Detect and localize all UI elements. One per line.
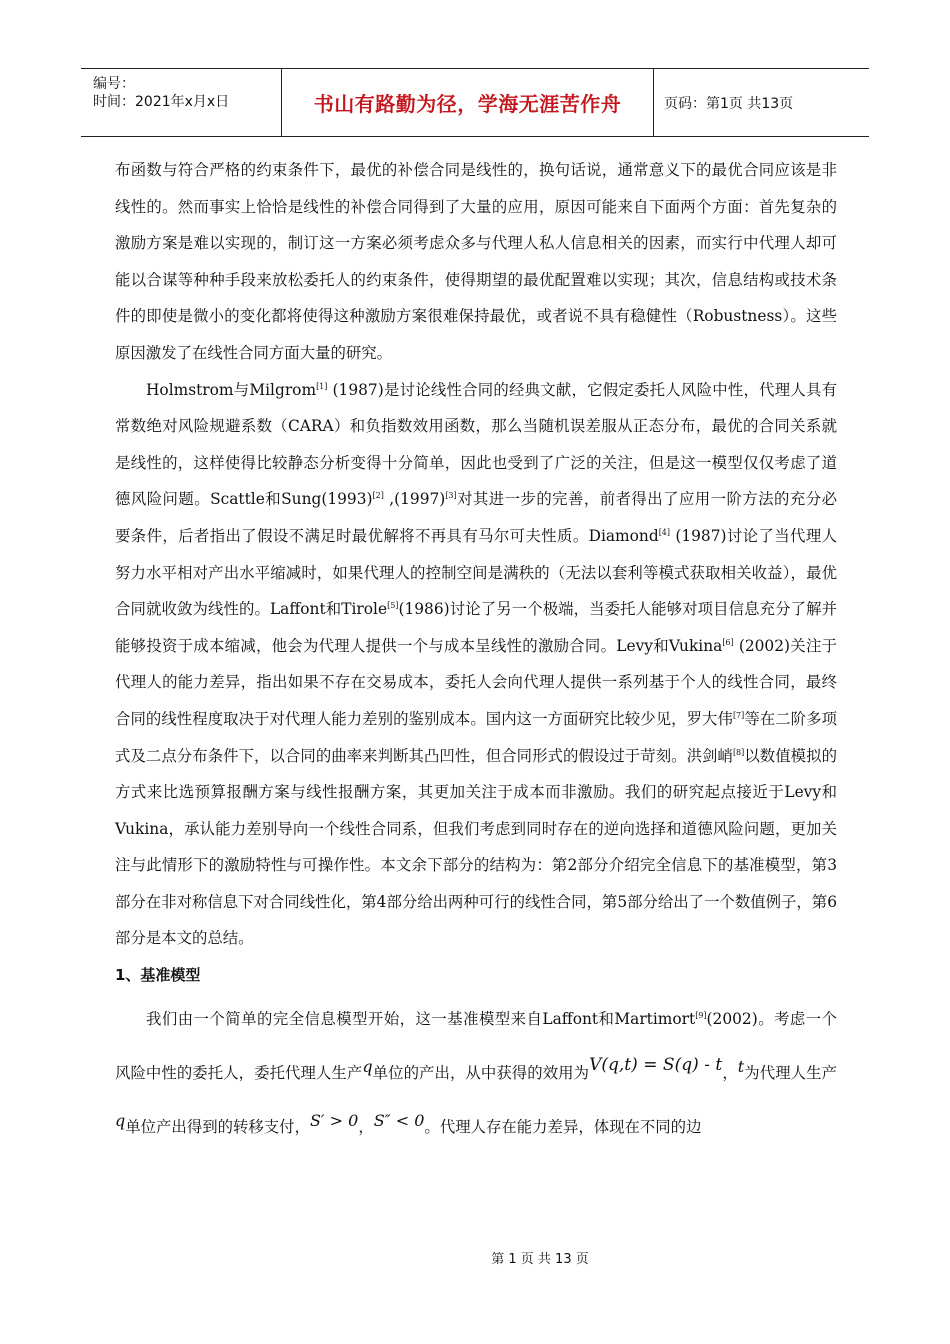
- text-run: Holmstrom与Milgrom: [146, 380, 317, 399]
- math-utility-formula: V(q,t) = S(q) - t: [589, 1055, 723, 1076]
- text-run: ，: [358, 1118, 374, 1137]
- header-info-cell: [81, 69, 282, 136]
- reference-6: [6]: [722, 637, 734, 647]
- motto-text: 书山有路勤为径，学海无涯苦作舟: [313, 92, 622, 116]
- paragraph-2: [115, 372, 837, 958]
- text-run: 单位的产出，从中获得的效用为: [372, 1064, 590, 1083]
- paragraph-3: [115, 993, 837, 1154]
- reference-4: [4]: [658, 527, 671, 537]
- text-run: 为代理人生产: [744, 1064, 837, 1083]
- text-run: (1987)讨论了当代理人努力水平相对产出水平缩减时，如果代理人的控制空间是满秩的（无法以套利等模式获取相关收益），最优合同就收敛为线性的。Laffont和Tirole: [115, 526, 838, 619]
- math-q: q: [115, 1111, 126, 1131]
- section-heading: 1、基准模型: [115, 966, 201, 985]
- document-time-label: 时间：2021年x月x日: [93, 94, 230, 110]
- text-run: (1987)是讨论线性合同的经典文献，它假定委托人风险中性，代理人具有常数绝对风险规避系数（CARA）和负指数效用函数，那么当随机误差服从正态分布，最优的合同关系就是线性的，这样使得比较静态分析变得十分简单，因此也受到了广泛的关注，但是这一模型仅仅考虑了道德风险问题。Scattle和Sung(1993): [115, 380, 837, 509]
- document-body: [115, 152, 837, 1154]
- text-run: 对其进一步的完善，前者得出了应用一阶方法的充分必要条件，后者指出了假设不满足时最优解将不再具有马尔可夫性质。Diamond: [115, 490, 837, 545]
- text-run: 。代理人存在能力差异，体现在不同的边: [424, 1118, 702, 1137]
- reference-2: [2]: [372, 491, 384, 501]
- math-q: q: [362, 1057, 373, 1077]
- header-page-cell: [654, 69, 869, 136]
- text-run: ，: [722, 1064, 738, 1083]
- text-run: 以数值模拟的方式来比选预算报酬方案与线性报酬方案，其更加关注于成本而非激励。我们的研究起点接近于Levy和Vukina，承认能力差别导向一个线性合同系，但我们考虑到同时存在的逆向选择和道德风险问题，更加关注与此情形下的激励特性与可操作性。本文余下部分的结构为：第2部分介绍完全信息下的基准模型，第3部分在非对称信息下对合同线性化，第4部分给出两种可行的线性合同，第5部分给出了一个数值例子，第6部分是本文的总结。: [115, 746, 837, 948]
- reference-1: [1]: [316, 381, 328, 391]
- reference-9: [9]: [695, 1011, 707, 1021]
- math-s-prime: S′ > 0: [309, 1111, 359, 1131]
- text-run: ,(1997): [383, 490, 446, 509]
- math-t: t: [737, 1057, 745, 1077]
- text-run: (1986)讨论了另一个极端，当委托人能够对项目信息充分了解并能够投资于成本缩减，他会为代理人提供一个与成本呈线性的激励合同。Levy和Vukina: [115, 600, 837, 655]
- page-footer: 第 1 页 共 13 页: [491, 1252, 589, 1267]
- reference-8: [8]: [732, 747, 745, 757]
- math-s-double-prime: S″ < 0: [373, 1111, 425, 1131]
- reference-3: [3]: [445, 491, 457, 501]
- text-run: (2002)。考虑一个风险中性的委托人，委托代理人生产: [115, 1010, 837, 1083]
- document-number-label: 编号：: [93, 76, 135, 92]
- header-motto-cell: [282, 69, 654, 136]
- paragraph-1: 布函数与符合严格的约束条件下，最优的补偿合同是线性的，换句话说，通常意义下的最优合同应该是非线性的。然而事实上恰恰是线性的补偿合同得到了大量的应用，原因可能来自下面两个方面：首先复杂的激励方案是难以实现的，制订这一方案必须考虑众多与代理人私人信息相关的因素，而实行中代理人却可能以合谋等种种手段来放松委托人的约束条件，使得期望的最优配置难以实现；其次，信息结构或技术条件的即使是微小的变化都将使得这种激励方案很难保持最优，或者说不具有稳健性（Robustness）。这些原因激发了在线性合同方面大量的研究。: [115, 161, 837, 362]
- text-run: 单位产出得到的转移支付，: [125, 1118, 310, 1137]
- page-code: 页码：第1页 共13页: [664, 95, 794, 112]
- text-run: 等在二阶多项式及二点分布条件下，以合同的曲率来判断其凸凹性，但合同形式的假设过于苛刻。洪剑峭: [115, 709, 837, 765]
- reference-7: [7]: [732, 710, 745, 720]
- reference-5: [5]: [387, 601, 399, 611]
- header-table: [81, 68, 869, 137]
- text-run: (2002)关注于代理人的能力差异，指出如果不存在交易成本，委托人会向代理人提供一系列基于个人的线性合同，最终合同的线性程度取决于对代理人能力差别的鉴别成本。国内这一方面研究比较少见，罗大伟: [115, 636, 837, 728]
- text-run: 我们由一个简单的完全信息模型开始，这一基准模型来自Laffont和Martimort: [146, 1010, 696, 1029]
